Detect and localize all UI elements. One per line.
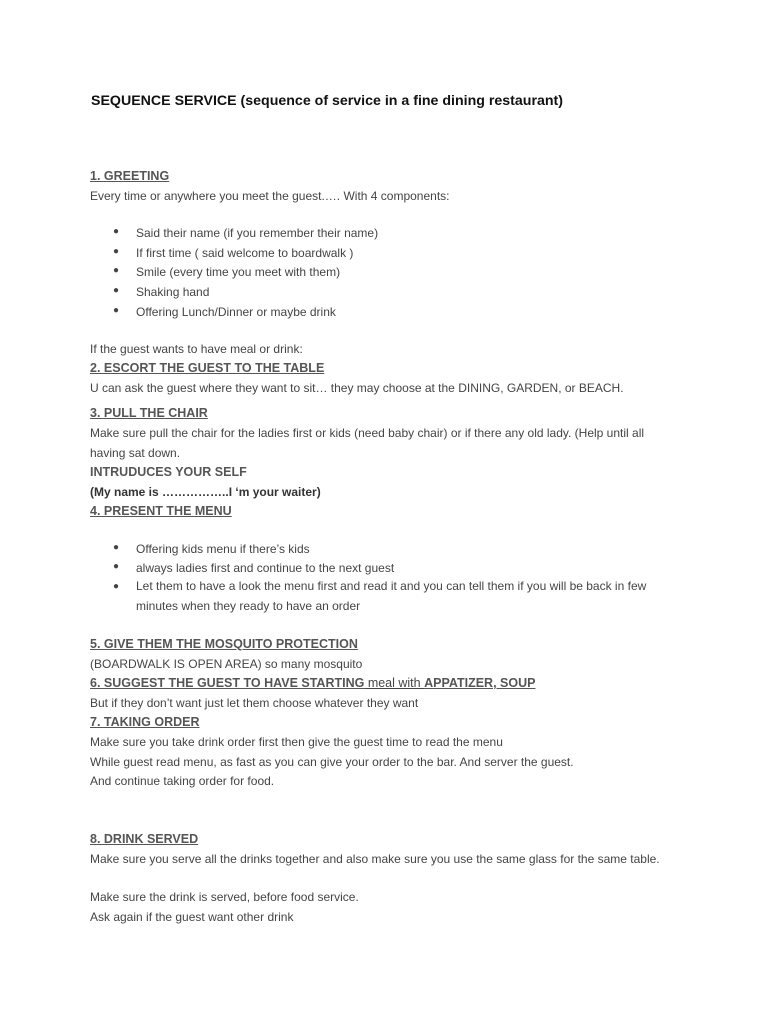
pull-chair-text: Make sure pull the chair for the ladies first or kids (need baby chair) or if there any old lady. (Help until all having sat down. bbox=[90, 426, 645, 460]
introduce-heading: INTRUDUCES YOUR SELF bbox=[90, 465, 247, 479]
mosquito-text: (BOARDWALK IS OPEN AREA) so many mosquito bbox=[90, 657, 363, 671]
section-heading-present-menu: 4. PRESENT THE MENU bbox=[90, 504, 232, 518]
taking-order-line: And continue taking order for food. bbox=[90, 774, 275, 788]
section-heading-greeting: 1. GREETING bbox=[90, 169, 170, 183]
greeting-intro: Every time or anywhere you meet the guest.…. With 4 components: bbox=[90, 189, 450, 203]
taking-order-line: Make sure you take drink order first then give the guest time to read the menu bbox=[90, 735, 503, 749]
bullet-icon: ● bbox=[113, 246, 120, 257]
taking-order-line: While guest read menu, as fast as you can give your order to the bar. And server the guest. bbox=[90, 755, 574, 769]
section-heading-taking-order: 7. TAKING ORDER bbox=[90, 715, 200, 729]
bullet-icon: ● bbox=[113, 285, 120, 296]
section-heading-drink-served: 8. DRINK SERVED bbox=[90, 832, 199, 846]
section-heading-suggest: 6. SUGGEST THE GUEST TO HAVE STARTING meal with APPATIZER, SOUP bbox=[90, 676, 536, 690]
page-title: SEQUENCE SERVICE (sequence of service in a fine dining restaurant) bbox=[91, 93, 563, 109]
document-page: SEQUENCE SERVICE (sequence of service in a fine dining restaurant) 1. GREETING Every time or anywhere you meet the guest.…. With 4 components: ● Said their name (if you remember their name) ● If first time ( said welcome to boardwalk ) ● Smile (every time you meet with them) ● Shaking hand ● Offering Lunch/Dinner or maybe drink If the guest wants to have meal or drink: 2. ESCORT THE GUEST TO THE TABLE U can ask the guest where they want to sit… they may choose at the DINING, GARDEN, or BEACH. 3. PULL THE CHAIR Make sure pull the chair for the ladies first or kids (need baby chair) or if there any old lady. (Help until all having sat down. INTRUDUCES YOUR SELF (My name is ……………..I ‘m your waiter) 4. PRESENT THE MENU ● Offering kids menu if there’s kids ● always ladies first and continue to the next guest ● Let them to have a look the menu first and read it and you can tell them if you will be back in few minutes when they ready to have an order 5. GIVE THEM THE MOSQUITO PROTECTION (BOARDWALK IS OPEN AREA) so many mosquito 6. SUGGEST THE GUEST TO HAVE STARTING meal with APPATIZER, SOUP But if they don’t want just let them choose whatever they want 7. TAKING ORDER Make sure you take drink order first then give the guest time to read the menu While guest read menu, as fast as you can give your order to the bar. And server the guest. And continue taking order for food. 8. DRINK SERVED Make sure you serve all the drinks together and also make sure you use the same glass for the same table. Make sure the drink is served, before food service. Ask again if the guest want other drink bbox=[0, 0, 768, 1024]
bullet-icon: ● bbox=[113, 305, 120, 316]
suggest-text: But if they don’t want just let them choose whatever they want bbox=[90, 696, 419, 710]
drink-served-line: Make sure the drink is served, before food service. bbox=[90, 890, 359, 904]
drink-served-text: Make sure you serve all the drinks together and also make sure you use the same glass for the same table. bbox=[90, 852, 660, 866]
drink-served-line: Ask again if the guest want other drink bbox=[90, 910, 294, 924]
section-heading-escort: 2. ESCORT THE GUEST TO THE TABLE bbox=[90, 361, 325, 375]
bullet-icon: ● bbox=[113, 265, 120, 276]
bullet-icon: ● bbox=[113, 542, 120, 553]
introduce-line: (My name is ……………..I ‘m your waiter) bbox=[90, 485, 321, 499]
greeting-after: If the guest wants to have meal or drink: bbox=[90, 342, 303, 356]
section-heading-pull-chair: 3. PULL THE CHAIR bbox=[90, 406, 208, 420]
escort-text: U can ask the guest where they want to sit… they may choose at the DINING, GARDEN, or BEACH. bbox=[90, 381, 624, 395]
bullet-icon: ● bbox=[113, 581, 120, 592]
bullet-icon: ● bbox=[113, 226, 120, 237]
section-heading-mosquito: 5. GIVE THEM THE MOSQUITO PROTECTION bbox=[90, 637, 358, 651]
bullet-icon: ● bbox=[113, 561, 120, 572]
